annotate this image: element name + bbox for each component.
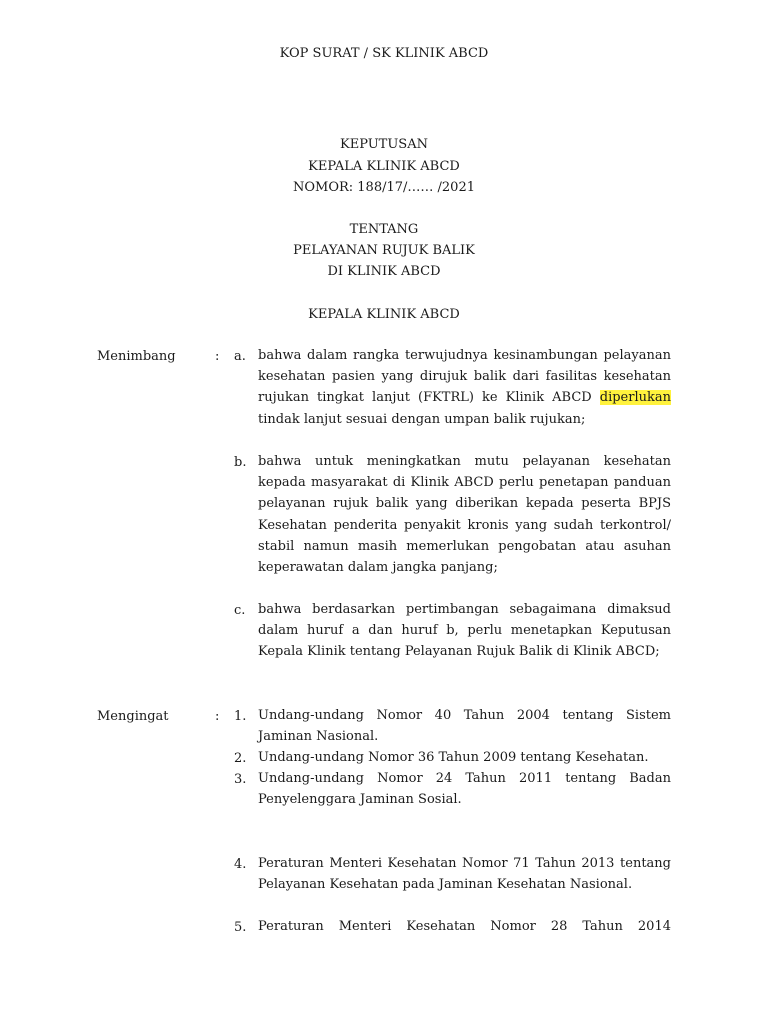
legal-basis-4-text: Peraturan Menteri Kesehatan Nomor 71 Tahun 2013 tentang Pelayanan Kesehatan pada Jaminan Kesehatan Nasional. [258, 856, 671, 893]
consideration-c-marker: c. [234, 603, 246, 618]
subject-line-2: DI KLINIK ABCD [327, 264, 441, 279]
legal-basis-3-marker: 3. [234, 772, 247, 787]
legal-basis-1-marker: 1. [234, 709, 247, 724]
consideration-a-text-end: tindak lanjut sesuai dengan umpan balik rujukan; [258, 411, 586, 427]
consideration-b-text: bahwa untuk meningkatkan mutu pelayanan kesehatan kepada masyarakat di Klinik ABCD perlu penetapan panduan pelayanan rujuk balik yang diberikan kepada peserta BPJS Kesehatan penderita penyakit kronis yang sudah terkontrol/ stabil namun masih memerlukan pengobatan atau asuhan keperawatan dalam jangka panjang; [258, 454, 671, 576]
about-heading: TENTANG [349, 222, 419, 237]
legal-basis-5-text: Peraturan Menteri Kesehatan Nomor 28 Tahun 2014 [258, 919, 671, 934]
subject-line-1: PELAYANAN RUJUK BALIK [293, 243, 475, 258]
mengingat-colon: : [215, 709, 220, 724]
consideration-a-text [258, 345, 671, 430]
legal-basis-4-marker: 4. [234, 857, 247, 872]
consideration-c-text: bahwa berdasarkan pertimbangan sebagaimana dimaksud dalam huruf a dan huruf b, perlu menetapkan Keputusan Kepala Klinik tentang Pelayanan Rujuk Balik di Klinik ABCD; [258, 602, 671, 660]
issuer-title: KEPALA KLINIK ABCD [308, 159, 460, 174]
consideration-b-marker: b. [234, 455, 247, 470]
mengingat-label: Mengingat [97, 709, 169, 724]
consideration-a-marker: a. [234, 349, 246, 364]
legal-basis-3-text: Undang-undang Nomor 24 Tahun 2011 tentang Badan Penyelenggara Jaminan Sosial. [258, 771, 671, 808]
menimbang-colon: : [215, 349, 220, 364]
issuer-heading: KEPALA KLINIK ABCD [308, 307, 460, 322]
legal-basis-5-marker: 5. [234, 920, 247, 935]
menimbang-label: Menimbang [97, 349, 176, 364]
legal-basis-1-text: Undang-undang Nomor 40 Tahun 2004 tentang Sistem Jaminan Nasional. [258, 708, 671, 745]
legal-basis-2-text: Undang-undang Nomor 36 Tahun 2009 tentang Kesehatan. [258, 750, 649, 765]
decision-title: KEPUTUSAN [340, 137, 428, 152]
letterhead: KOP SURAT / SK KLINIK ABCD [279, 46, 489, 61]
legal-basis-2-marker: 2. [234, 751, 247, 766]
highlighted-word: diperlukan [599, 390, 671, 406]
consideration-a-text-start: bahwa dalam rangka terwujudnya kesinambungan pelayanan kesehatan pasien yang dirujuk balik dari fasilitas kesehatan rujukan tingkat lanjut (FKTRL) ke Klinik ABCD [258, 348, 671, 406]
decision-number: NOMOR: 188/17/…… /2021 [292, 180, 475, 195]
